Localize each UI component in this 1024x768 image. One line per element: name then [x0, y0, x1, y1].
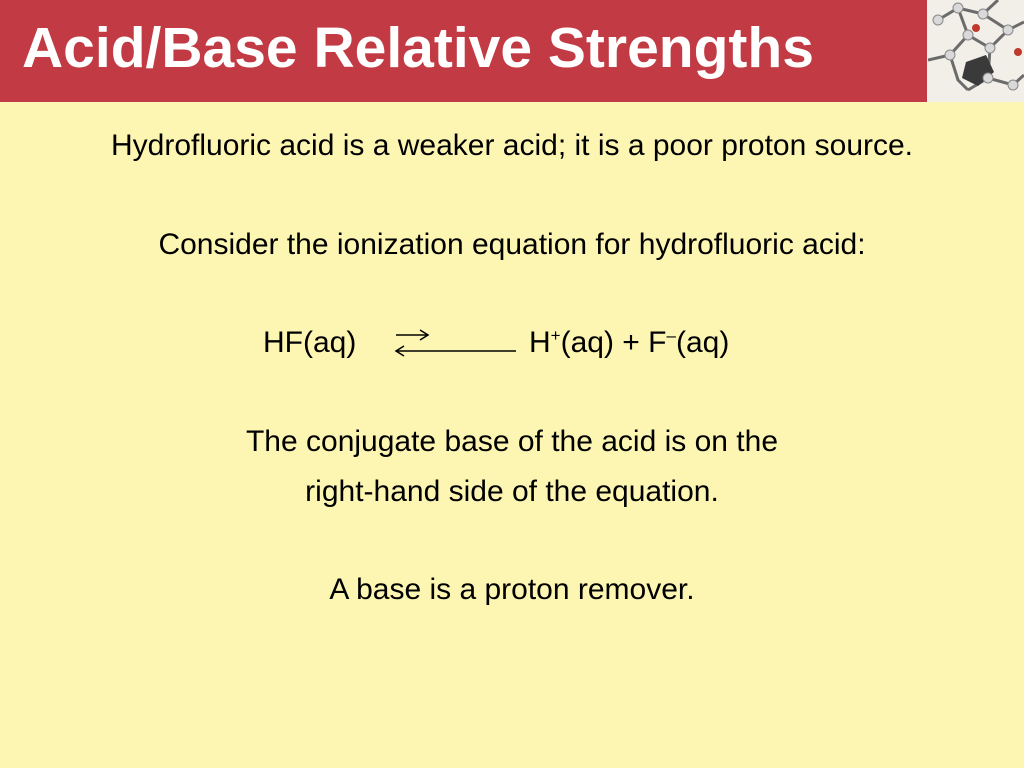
- product-end: (aq): [675, 326, 730, 359]
- statement-weak-acid: Hydrofluoric acid is a weaker acid; it is a poor proton source.: [110, 129, 914, 162]
- product-h: H: [529, 326, 551, 359]
- statement-conjugate-base-2: right-hand side of the equation.: [305, 475, 719, 508]
- equation-reactant: HF(aq): [263, 326, 357, 359]
- slide-title: Acid/Base Relative Strengths: [22, 16, 814, 80]
- equation-products: [529, 325, 729, 361]
- ionization-equation: [0, 325, 1024, 365]
- product-h-charge: +: [550, 326, 561, 345]
- equilibrium-arrow-icon: [390, 329, 520, 359]
- statement-base-definition: A base is a proton remover.: [329, 573, 695, 606]
- title-bar: [0, 0, 927, 102]
- molecule-illustration: [928, 0, 1024, 102]
- product-mid: (aq) + F: [560, 326, 667, 359]
- product-f-charge: –: [666, 326, 676, 345]
- statement-conjugate-base-1: The conjugate base of the acid is on the: [245, 425, 779, 458]
- statement-ionization: Consider the ionization equation for hydrofluoric acid:: [158, 228, 866, 261]
